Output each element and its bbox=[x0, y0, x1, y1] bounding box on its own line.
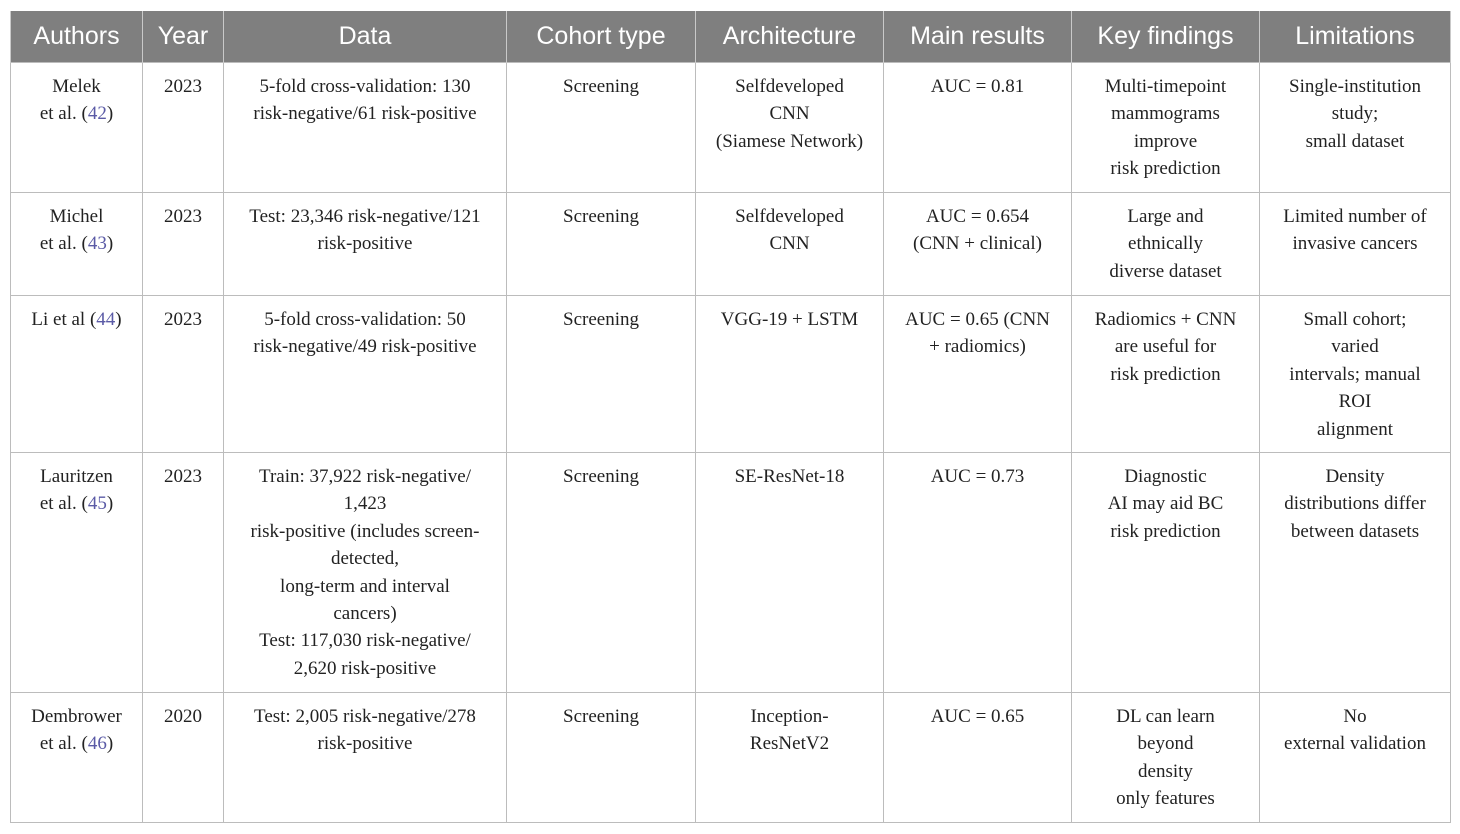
author-name: Michel et al. ( bbox=[39, 206, 104, 255]
reference-link[interactable]: 44 bbox=[96, 309, 116, 330]
cell-year: 2023 bbox=[143, 63, 224, 193]
header-year: Year bbox=[143, 11, 224, 63]
table-row bbox=[11, 453, 1451, 693]
cell-key-findings: Large and ethnically diverse dataset bbox=[1072, 193, 1260, 296]
reference-link[interactable]: 42 bbox=[87, 103, 107, 125]
cell-authors bbox=[11, 63, 143, 193]
cell-authors bbox=[11, 453, 143, 693]
header-data: Data bbox=[224, 11, 507, 63]
cell-data: Test: 2,005 risk-negative/278 risk-positive bbox=[224, 693, 507, 823]
cell-year: 2023 bbox=[143, 296, 224, 453]
cell-cohort-type: Screening bbox=[507, 296, 696, 453]
table-row bbox=[11, 63, 1451, 193]
cell-authors bbox=[11, 193, 143, 296]
cell-main-results: AUC = 0.73 bbox=[884, 453, 1072, 693]
cell-cohort-type: Screening bbox=[507, 453, 696, 693]
cell-year: 2020 bbox=[143, 693, 224, 823]
cell-main-results: AUC = 0.654 (CNN + clinical) bbox=[884, 193, 1072, 296]
cell-data: Test: 23,346 risk-negative/121 risk-positive bbox=[224, 193, 507, 296]
header-main-results: Main results bbox=[884, 11, 1072, 63]
table-row bbox=[11, 296, 1451, 453]
cell-data: 5-fold cross-validation: 50 risk-negative/49 risk-positive bbox=[224, 296, 507, 453]
header-key-findings: Key findings bbox=[1072, 11, 1260, 63]
cell-limitations: Small cohort; varied intervals; manual ROI alignment bbox=[1260, 296, 1451, 453]
cell-data: Train: 37,922 risk-negative/ 1,423 risk-positive (includes screen- detected, long-term and interval cancers) Test: 117,030 risk-negative/ 2,620 risk-positive bbox=[224, 453, 507, 693]
cell-key-findings: Multi-timepoint mammograms improve risk prediction bbox=[1072, 63, 1260, 193]
header-row bbox=[11, 11, 1451, 63]
author-suffix: ) bbox=[106, 103, 114, 125]
cell-architecture: Selfdeveloped CNN (Siamese Network) bbox=[696, 63, 884, 193]
cell-limitations: No external validation bbox=[1260, 693, 1451, 823]
cell-authors bbox=[11, 693, 143, 823]
cell-cohort-type: Screening bbox=[507, 193, 696, 296]
cell-limitations: Limited number of invasive cancers bbox=[1260, 193, 1451, 296]
author-name: Melek et al. ( bbox=[39, 76, 101, 125]
table-row bbox=[11, 193, 1451, 296]
cell-key-findings: Radiomics + CNN are useful for risk prediction bbox=[1072, 296, 1260, 453]
cell-architecture: SE-ResNet-18 bbox=[696, 453, 884, 693]
cell-architecture: Inception- ResNetV2 bbox=[696, 693, 884, 823]
reference-link[interactable]: 46 bbox=[87, 733, 107, 755]
author-name: Lauritzen et al. ( bbox=[39, 466, 113, 515]
author-suffix: ) bbox=[106, 493, 114, 515]
cell-main-results: AUC = 0.65 bbox=[884, 693, 1072, 823]
header-cohort-type: Cohort type bbox=[507, 11, 696, 63]
cell-limitations: Density distributions differ between datasets bbox=[1260, 453, 1451, 693]
header-authors: Authors bbox=[11, 11, 143, 63]
cell-key-findings: DL can learn beyond density only features bbox=[1072, 693, 1260, 823]
cell-year: 2023 bbox=[143, 453, 224, 693]
reference-link[interactable]: 43 bbox=[87, 233, 107, 255]
header-limitations: Limitations bbox=[1260, 11, 1451, 63]
cell-authors bbox=[11, 296, 143, 453]
author-name: Dembrower et al. ( bbox=[31, 706, 122, 755]
cell-architecture: Selfdeveloped CNN bbox=[696, 193, 884, 296]
header-architecture: Architecture bbox=[696, 11, 884, 63]
author-suffix: ) bbox=[106, 733, 114, 755]
cell-year: 2023 bbox=[143, 193, 224, 296]
cell-key-findings: Diagnostic AI may aid BC risk prediction bbox=[1072, 453, 1260, 693]
reference-link[interactable]: 45 bbox=[87, 493, 107, 515]
table-container bbox=[10, 11, 1450, 823]
cell-limitations: Single-institution study; small dataset bbox=[1260, 63, 1451, 193]
cell-cohort-type: Screening bbox=[507, 63, 696, 193]
cell-main-results: AUC = 0.65 (CNN + radiomics) bbox=[884, 296, 1072, 453]
author-name: Li et al ( bbox=[31, 309, 97, 330]
cell-main-results: AUC = 0.81 bbox=[884, 63, 1072, 193]
author-suffix: ) bbox=[106, 233, 114, 255]
cell-architecture: VGG-19 + LSTM bbox=[696, 296, 884, 453]
studies-table bbox=[10, 11, 1451, 823]
author-suffix: ) bbox=[115, 309, 122, 330]
cell-cohort-type: Screening bbox=[507, 693, 696, 823]
table-row bbox=[11, 693, 1451, 823]
cell-data: 5-fold cross-validation: 130 risk-negative/61 risk-positive bbox=[224, 63, 507, 193]
